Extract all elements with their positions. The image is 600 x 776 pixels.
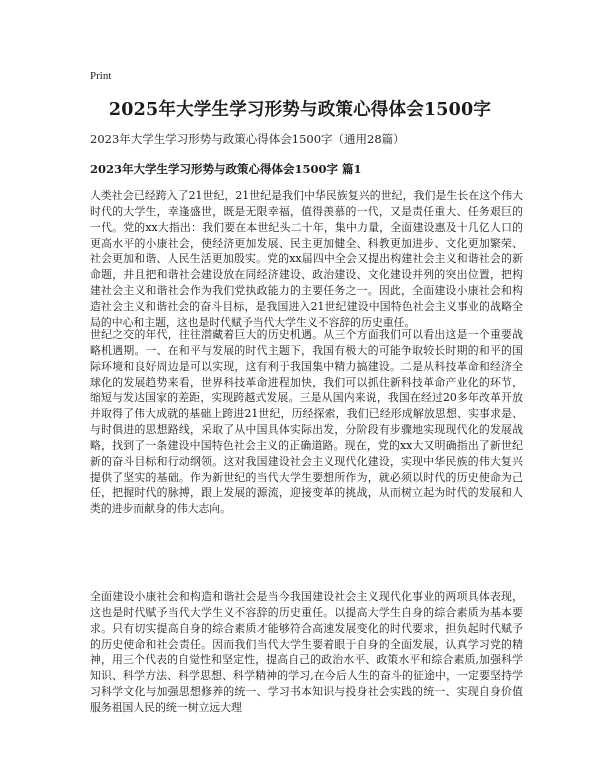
document-subtitle: 2023年大学生学习形势与政策心得体会1500字（通用28篇） <box>90 132 405 146</box>
page-title: 2025年大学生学习形势与政策心得体会1500字 <box>108 100 492 120</box>
paragraph-2: 世纪之交的年代，往往潜藏着巨大的历史机遇。从三个方面我们可以看出这是一个重要战略机遇期。一、在和平与发展的时代主题下，我国有极大的可能争取较长时期的和平的国际环境和良好周边是可以实现，这有利于我国集中精力搞建设。二是从科技革命和经济全球化的发展趋势来看，世界科技革命进程加快，我们可以抓住新科技革命产业化的环节，缩短与发达国家的差距，实现跨越式发展。三是从国内来说，我国在经过20多年改革开放并取得了伟大成就的基础上跨进21世纪，历经探索，我们已经形成解放思想、实事求是、与时俱进的思想路线，采取了从中国具体实际出发，分阶段有步骤地实现现代化的发展战略，找到了一条建设中国特色社会主义的正确道路。现在，党的xx大又明确指出了新世纪新的奋斗目标和行动纲领。这对我国建设社会主义现代化建设，实现中华民族的伟大复兴提供了坚实的基础。作为新世纪的当代大学生要想所作为，就必须以时代的历史使命为己任，把握时代的脉搏，跟上发展的源流，迎接变革的挑战，从而树立起为时代的发展和人类的进步而献身的伟大志向。 <box>90 328 523 516</box>
section-heading: 2023年大学生学习形势与政策心得体会1500字 篇1 <box>90 162 362 176</box>
print-link[interactable]: Print <box>90 70 112 82</box>
paragraph-3: 全面建设小康社会和构造和谐社会是当今我国建设社会主义现代化事业的两项具体表现，这也是时代赋予当代大学生义不容辞的历史重任。以提高大学生自身的综合素质为基本要求。只有切实提高自身的综合素质才能够符合高速发展变化的时代要求，担负起时代赋予的历史使命和社会责任。因而我们当代大学生要着眼于自身的全面发展，认真学习党的精神，用三个代表的自觉性和坚定性，提高自己的政治水平、政策水平和综合素质,加强科学知识、科学方法、科学思想、科学精神的学习,在今后人生的奋斗的征途中，一定要坚持学习科学文化与加强思想修养的统一、学习书本知识与投身社会实践的统一、实现自身价值服务祖国人民的统一树立远大理 <box>90 590 523 714</box>
paragraph-1: 人类社会已经跨入了21世纪，21世纪是我们中华民族复兴的世纪，我们是生长在这个伟大时代的大学生，幸逢盛世，既是无限幸福，值得羡慕的一代，又是责任重大、任务艰巨的一代。党的xx大指出：我们要在本世纪头二十年，集中力量，全面建设惠及十几亿人口的更高水平的小康社会，使经济更加发展、民主更加健全、科教更加进步、文化更加繁荣、社会更加和谐、人民生活更加殷实。党的xx届四中全会又提出构建社会主义和谐社会的新命题，并且把和谐社会建设放在同经济建设、政治建设、文化建设并列的突出位置，把构建社会主义和谐社会作为我们党执政能力的主要任务之一。因此，全面建设小康社会和构造社会主义和谐社会的奋斗目标，是我国进入21世纪建设中国特色社会主义事业的战略全局的中心和主题，这也是时代赋予当代大学生义不容辞的历史重任。 <box>90 189 523 329</box>
